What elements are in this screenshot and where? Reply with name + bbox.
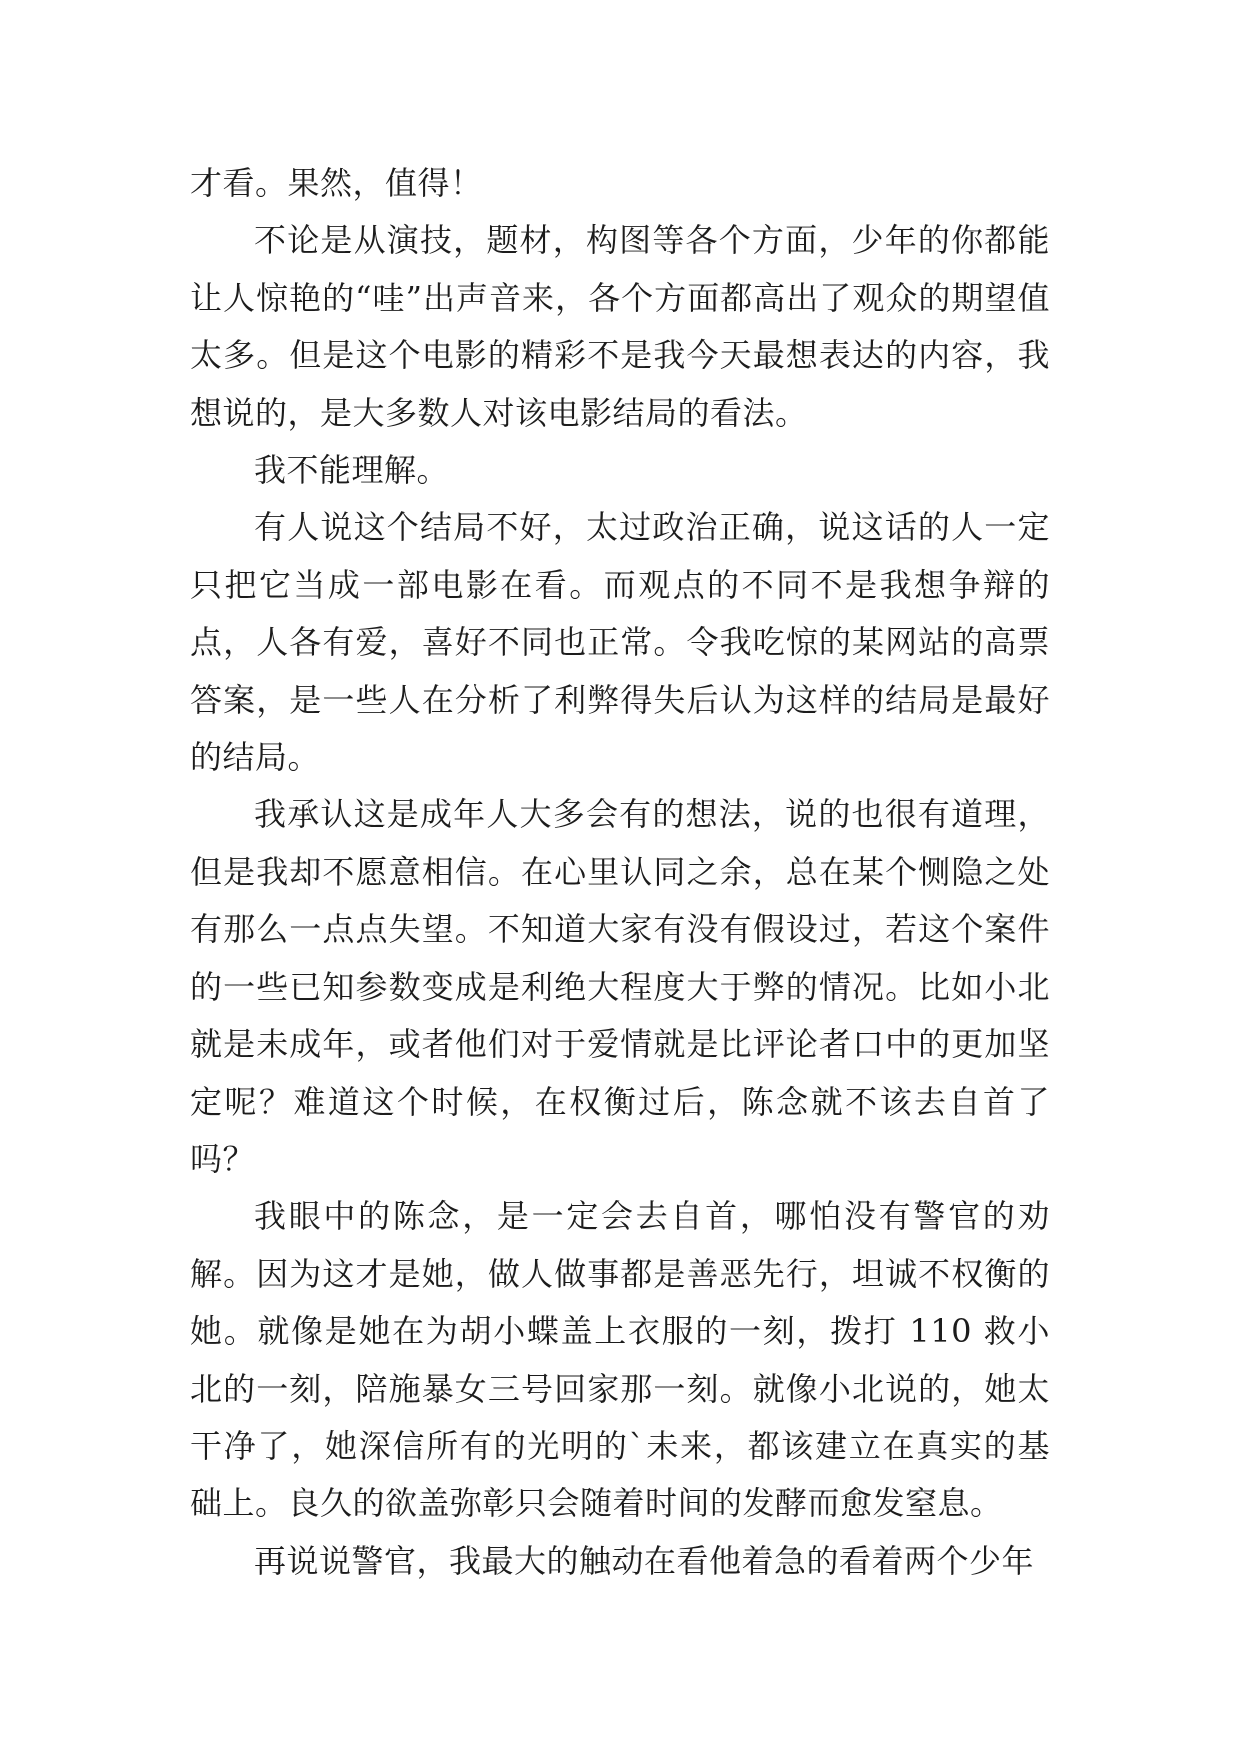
paragraph: 再说说警官，我最大的触动在看他着急的看着两个少年: [254, 1541, 1035, 1580]
document-body: [190, 155, 1050, 1590]
paragraph: 有人说这个结局不好，太过政治正确，说这话的人一定只把它当成一部电影在看。而观点的不同不是我想争辩的点，人各有爱，喜好不同也正常。令我吃惊的某网站的高票答案，是一些人在分析了利弊得失后认为这样的结局是最好的结局。: [190, 508, 1050, 777]
paragraph-continuation: 才看。果然，值得！: [190, 164, 483, 202]
paragraph: 我不能理解。: [254, 451, 450, 490]
paragraph: 我眼中的陈念，是一定会去自首，哪怕没有警官的劝解。因为这才是她，做人做事都是善恶先行，坦诚不权衡的她。就像是她在为胡小蝶盖上衣服的一刻，拨打 110 救小北的一刻，陪施暴女三号回家那一刻。就像小北说的，她太干净了，她深信所有的光明的`未来，都该建立在真实的基础上。良久的欲盖弥彰只会随着时间的发酵而愈发窒息。: [190, 1197, 1050, 1523]
paragraph: 我承认这是成年人大多会有的想法，说的也很有道理，但是我却不愿意相信。在心里认同之余，总在某个恻隐之处有那么一点点失望。不知道大家有没有假设过，若这个案件的一些已知参数变成是利绝大程度大于弊的情况。比如小北就是未成年，或者他们对于爱情就是比评论者口中的更加坚定呢？难道这个时候，在权衡过后，陈念就不该去自首了吗？: [190, 795, 1050, 1178]
paragraph: 不论是从演技，题材，构图等各个方面，少年的你都能让人惊艳的“哇”出声音来，各个方面都高出了观众的期望值太多。但是这个电影的精彩不是我今天最想表达的内容，我想说的，是大多数人对该电影结局的看法。: [190, 221, 1050, 432]
